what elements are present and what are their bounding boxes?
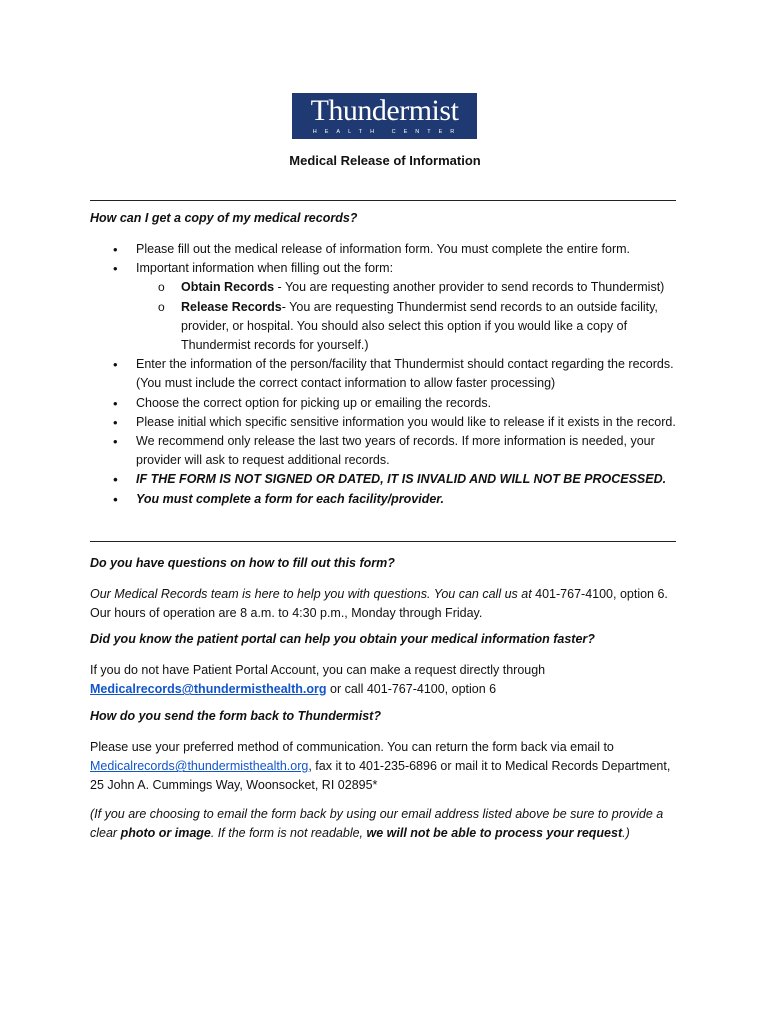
question-get-copy: How can I get a copy of my medical records? — [90, 211, 358, 225]
logo-wordmark: Thundermist — [310, 94, 459, 127]
release-records-label: Release Records — [181, 299, 282, 314]
question-help: Do you have questions on how to fill out this form? — [90, 556, 395, 570]
sub-list — [136, 278, 680, 355]
thundermist-logo — [292, 93, 477, 139]
question-portal: Did you know the patient portal can help you obtain your medical information faster? — [90, 632, 595, 646]
portal-text: If you do not have Patient Portal Account, you can make a request directly through — [90, 663, 546, 677]
email-note — [90, 805, 680, 843]
note-text: .) — [622, 826, 630, 841]
obtain-records-text: - You are requesting another provider to send records to Thundermist) — [274, 280, 665, 295]
list-item — [90, 259, 680, 355]
note-bold: we will not be able to process your request — [366, 826, 623, 841]
obtain-records-label: Obtain Records — [181, 280, 275, 295]
send-back-paragraph — [90, 738, 680, 796]
list-item: • We recommend only release the last two years of records. If more information is needed, your provider will ask to request additional records. — [90, 432, 680, 470]
sub-list-item — [136, 298, 680, 356]
portal-paragraph — [90, 661, 680, 699]
list-item: • Please initial which specific sensitive information you would like to release if it exists in the record. — [90, 413, 680, 432]
page-title: Medical Release of Information — [289, 153, 481, 168]
note-text: (If you are choosing to email the form back by using our email address listed above be sure to provide a clear — [90, 807, 664, 841]
divider-middle — [90, 541, 676, 542]
question-send-back: How do you send the form back to Thundermist? — [90, 709, 381, 723]
list-item-warning: • You must complete a form for each facility/provider. — [90, 490, 680, 509]
list-item: • Choose the correct option for picking up or emailing the records. — [90, 394, 680, 413]
list-item: • Please fill out the medical release of information form. You must complete the entire form. — [90, 240, 680, 259]
help-paragraph — [90, 585, 680, 623]
note-text: . If the form is not readable, — [210, 826, 367, 841]
email-link[interactable]: Medicalrecords@thundermisthealth.org — [90, 682, 327, 697]
help-text: Our Medical Records team is here to help you with questions. You can call us at — [90, 587, 536, 601]
list-item-text: Important information when filling out the form: — [136, 261, 394, 276]
sub-list-item — [136, 278, 680, 297]
logo-subtitle: HEALTH CENTER — [312, 129, 463, 135]
release-records-text: - You are requesting Thundermist send records to an outside facility, provider, or hospital. You should also select this option if you would like a copy of Thundermist records for yourself.) — [181, 299, 658, 353]
divider-top — [90, 200, 676, 201]
send-back-address: , fax it to 401-235-6896 or mail it to Medical Records Department, 25 John A. Cummings Way, Woonsocket, RI 02895* — [90, 759, 671, 793]
hours-text: Our hours of operation are 8 a.m. to 4:30 p.m., Monday through Friday. — [90, 606, 483, 621]
portal-call-text: or call 401-767-4100, option 6 — [326, 682, 497, 697]
email-link[interactable]: Medicalrecords@thundermisthealth.org — [90, 759, 309, 774]
list-item: • Enter the information of the person/facility that Thundermist should contact regarding the records. (You must include the correct contact information to allow faster processing) — [90, 355, 680, 393]
help-phone: 401-767-4100, option 6. — [535, 587, 668, 601]
instructions-list — [90, 240, 680, 509]
note-bold: photo or image — [120, 826, 211, 841]
send-back-text: Please use your preferred method of communication. You can return the form back via email to — [90, 740, 614, 754]
list-item-warning: • IF THE FORM IS NOT SIGNED OR DATED, IT IS INVALID AND WILL NOT BE PROCESSED. — [90, 470, 680, 489]
